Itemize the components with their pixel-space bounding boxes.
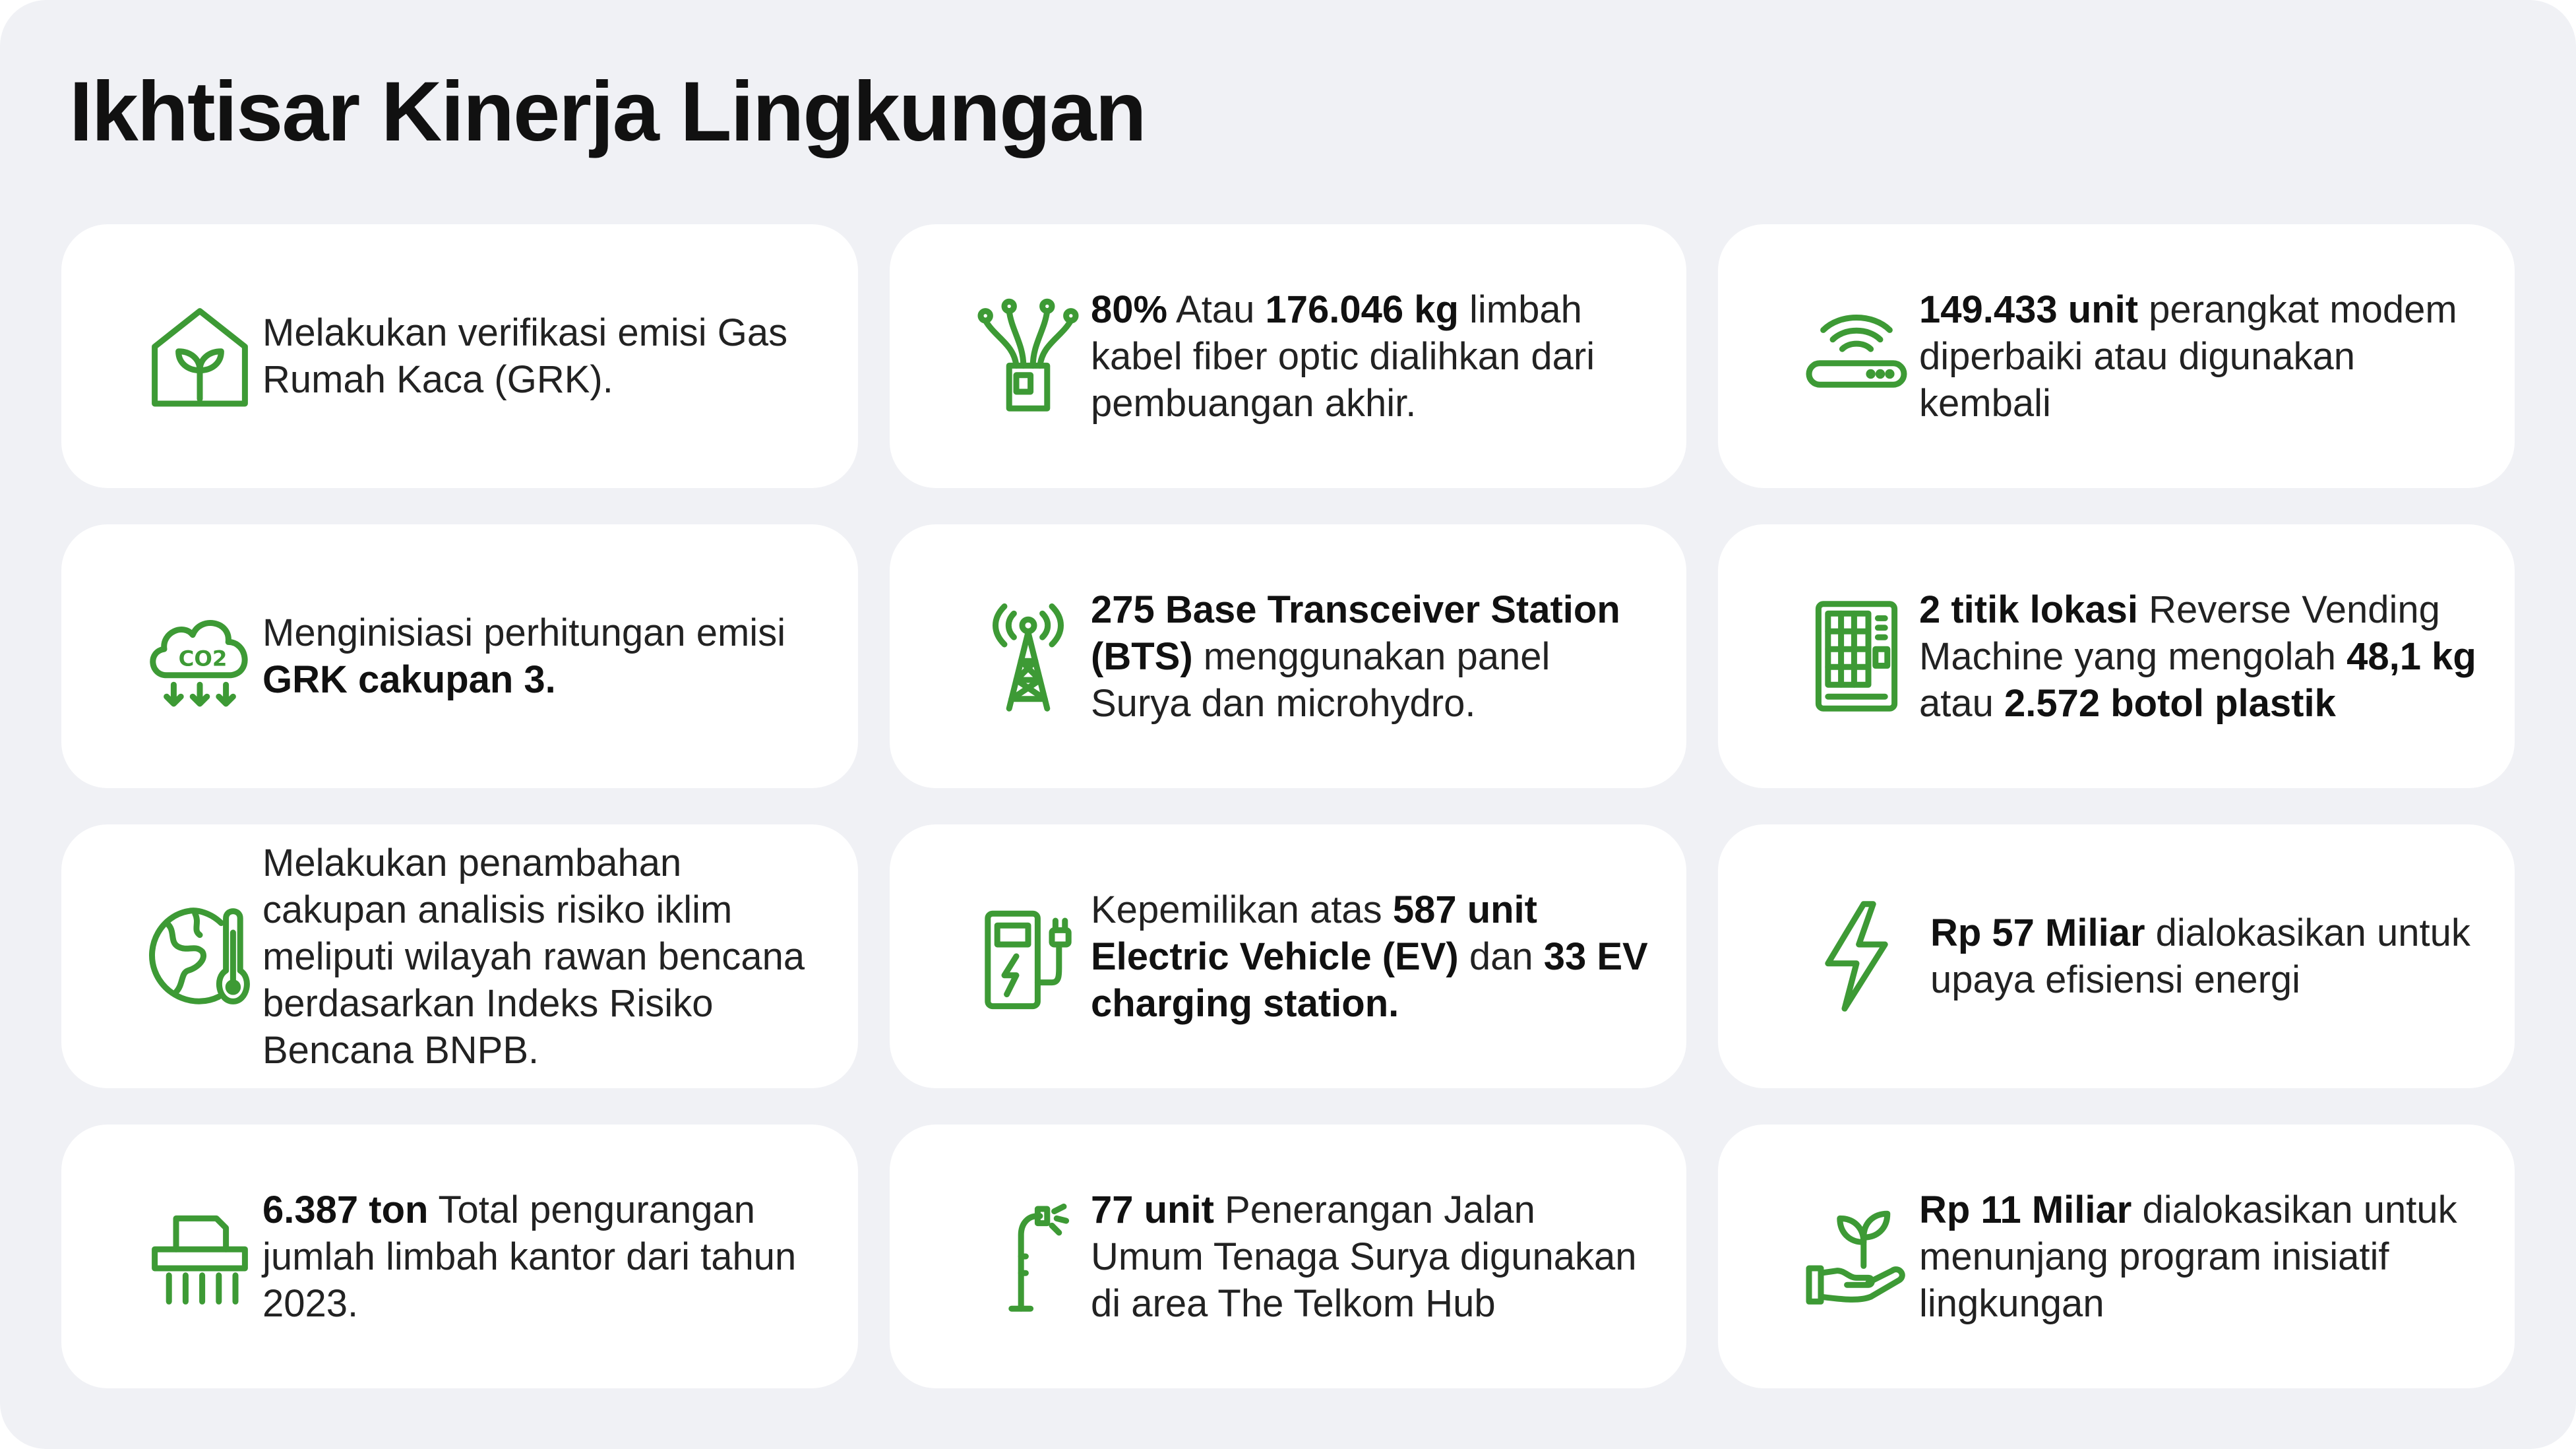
svg-text:CO2: CO2 [178, 646, 228, 671]
body-text: Melakukan penambahan cakupan analisis risiko iklim meliputi wilayah rawan bencana berdasarkan Indeks Risiko Bencana BNPB. [262, 841, 805, 1072]
body-text: dialokasikan untuk upaya efisiensi energi [1930, 911, 2470, 1001]
card-text [262, 609, 825, 703]
card-office-waste [61, 1125, 858, 1388]
highlight-text: 176.046 kg [1265, 288, 1459, 331]
highlight-text: 2.572 botol plastik [2004, 681, 2336, 725]
card-text [262, 840, 825, 1074]
highlight-text: GRK cakupan 3. [262, 658, 556, 701]
highlight-text: 6.387 ton [262, 1188, 429, 1231]
fiber-optic-cable-icon [949, 277, 1107, 435]
highlight-text: 2 titik lokasi [1919, 588, 2139, 631]
card-bts-solar [890, 524, 1686, 788]
bts-tower-icon [949, 577, 1107, 735]
greenhouse-leaf-icon [121, 277, 279, 435]
body-text: menggunakan panel Surya dan microhydro. [1091, 634, 1550, 725]
body-text: atau [1919, 681, 2004, 725]
page-title: Ikhtisar Kinerja Lingkungan [69, 65, 1146, 159]
card-fiber-optic-waste [890, 224, 1686, 488]
globe-thermometer-icon [121, 877, 279, 1035]
ev-charger-icon [949, 877, 1107, 1035]
card-text [1919, 1187, 2482, 1327]
body-text: Penerangan Jalan Umum Tenaga Surya digunakan di area The Telkom Hub [1091, 1188, 1637, 1325]
co2-cloud-icon [121, 577, 279, 735]
highlight-text: 77 unit [1091, 1188, 1214, 1231]
card-text [1919, 286, 2482, 427]
body-text: Menginisiasi perhitungan emisi [262, 611, 786, 654]
card-scope3-emission [61, 524, 858, 788]
card-electric-vehicle [890, 824, 1686, 1088]
hand-sprout-icon [1777, 1177, 1936, 1336]
body-text: limbah kabel fiber optic dialihkan dari pembuangan akhir. [1091, 288, 1595, 425]
body-text: dialokasikan untuk menunjang program inisiatif lingkungan [1919, 1188, 2457, 1325]
body-text: dan [1458, 935, 1544, 978]
solar-street-light-icon [949, 1177, 1107, 1336]
body-text: Total pengurangan jumlah limbah kantor dari tahun 2023. [262, 1188, 797, 1325]
body-text: Melakukan verifikasi emisi Gas Rumah Kaca (GRK). [262, 311, 788, 401]
body-text: Reverse Vending Machine yang mengolah [1919, 588, 2440, 678]
highlight-text: Rp 57 Miliar [1930, 911, 2145, 954]
card-modem-reuse [1718, 224, 2515, 488]
highlight-text: 275 Base Transceiver Station (BTS) [1091, 588, 1620, 678]
card-text [1091, 286, 1653, 427]
card-energy-efficiency [1718, 824, 2515, 1088]
reverse-vending-machine-icon [1777, 577, 1936, 735]
wifi-modem-icon [1777, 277, 1936, 435]
paper-shredder-icon [121, 1177, 279, 1336]
card-text [1930, 909, 2482, 1003]
card-reverse-vending [1718, 524, 2515, 788]
card-text [1091, 586, 1653, 727]
highlight-text: 587 unit Electric Vehicle (EV) [1091, 888, 1537, 978]
highlight-text: 149.433 unit [1919, 288, 2139, 331]
card-text [1919, 586, 2482, 727]
card-environment-program [1718, 1125, 2515, 1388]
body-text: perangkat modem diperbaiki atau digunakan kembali [1919, 288, 2457, 425]
card-solar-street-light [890, 1125, 1686, 1388]
card-text [1091, 1187, 1653, 1327]
highlight-text: 80% [1091, 288, 1168, 331]
card-text [262, 1187, 825, 1327]
card-climate-risk [61, 824, 858, 1088]
card-text [262, 309, 825, 403]
body-text: Kepemilikan atas [1091, 888, 1393, 931]
highlight-text: 33 EV charging station. [1091, 935, 1648, 1025]
body-text: Atau [1167, 288, 1266, 331]
card-ghg-verification [61, 224, 858, 488]
card-text [1091, 886, 1653, 1027]
highlight-text: 48,1 kg [2346, 634, 2476, 678]
highlight-text: Rp 11 Miliar [1919, 1188, 2132, 1231]
lightning-bolt-icon [1777, 877, 1936, 1035]
